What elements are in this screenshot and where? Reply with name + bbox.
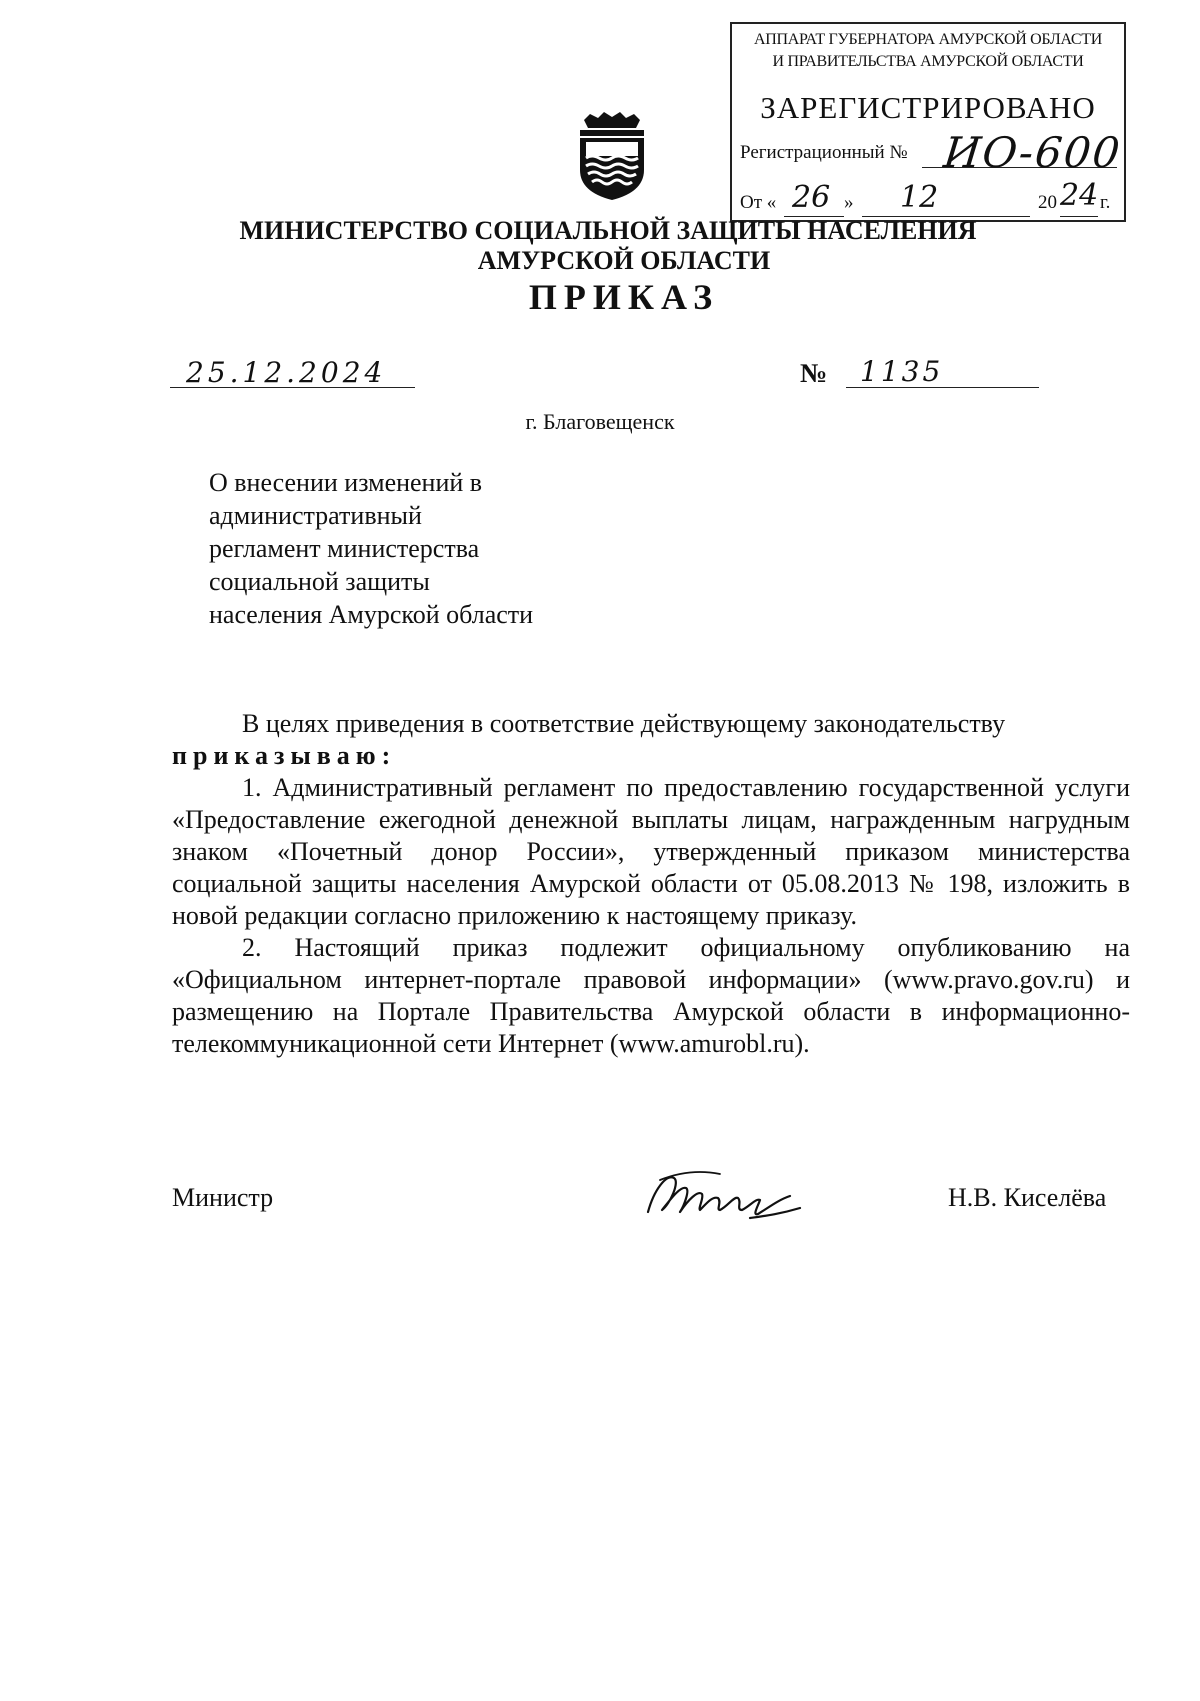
stamp-reg-number: ИО-600 xyxy=(941,128,1124,177)
order-number: 1135 xyxy=(860,355,944,388)
stamp-date-year-suffix: 24 xyxy=(1060,178,1099,213)
order-date: 25.12.2024 xyxy=(186,356,387,389)
signatory-name: Н.В. Киселёва xyxy=(948,1183,1107,1212)
body-preamble: В целях приведения в соответствие действующему законодательству xyxy=(242,709,1006,738)
body-item-2: 2. Настоящий приказ подлежит официальному опубликованию на «Официальном интернет-портале правовой информации» (www.pravo.gov.ru) и размещению на Портале Правительства Амурской области в информационно-телекоммуникационной сети Интернет (www.amurobl.ru). xyxy=(172,933,1130,1058)
stamp-date-month: 12 xyxy=(900,180,939,215)
stamp-date-prefix: От « xyxy=(740,192,777,213)
subject-line: административный xyxy=(209,501,422,530)
coat-of-arms-icon xyxy=(574,112,650,202)
order-subject xyxy=(209,466,533,631)
registration-stamp xyxy=(730,22,1126,222)
stamp-reg-label: Регистрационный № xyxy=(740,142,908,163)
stamp-date-close: » xyxy=(844,192,854,213)
stamp-date-year-unit: г. xyxy=(1100,192,1111,213)
body-command: приказываю: xyxy=(172,741,397,770)
ministry-name-line2: АМУРСКОЙ ОБЛАСТИ xyxy=(477,246,771,275)
stamp-org-line2: И ПРАВИТЕЛЬСТВА АМУРСКОЙ ОБЛАСТИ xyxy=(772,53,1084,70)
subject-line: населения Амурской области xyxy=(209,600,534,629)
order-number-underline xyxy=(846,387,1039,388)
stamp-org-line1: АППАРАТ ГУБЕРНАТОРА АМУРСКОЙ ОБЛАСТИ xyxy=(753,31,1103,48)
signatory-role: Министр xyxy=(172,1183,274,1212)
subject-line: О внесении изменений в xyxy=(209,468,483,497)
body-item-1: 1. Административный регламент по предоставлению государственной услуги «Предоставление ежегодной денежной выплаты лицам, награжденным нагрудным знаком «Почетный донор России», утвержденный приказом министерства социальной защиты населения Амурской области от 05.08.2013 № 198, изложить в новой редакции согласно приложению к настоящему приказу. xyxy=(172,773,1130,930)
handwritten-signature-icon xyxy=(640,1160,810,1226)
order-number-sign: № xyxy=(800,358,828,388)
order-city: г. Благовещенск xyxy=(525,409,675,434)
document-type-title: ПРИКАЗ xyxy=(528,277,720,317)
order-body xyxy=(172,708,1130,1060)
ministry-name-line1: МИНИСТЕРСТВО СОЦИАЛЬНОЙ ЗАЩИТЫ НАСЕЛЕНИЯ xyxy=(239,216,977,245)
stamp-title: ЗАРЕГИСТРИРОВАНО xyxy=(760,90,1096,125)
stamp-date-day: 26 xyxy=(792,180,831,215)
subject-line: социальной защиты xyxy=(209,567,430,596)
stamp-date-year-prefix: 20 xyxy=(1038,192,1057,213)
subject-line: регламент министерства xyxy=(209,534,480,563)
order-date-underline xyxy=(170,387,415,388)
